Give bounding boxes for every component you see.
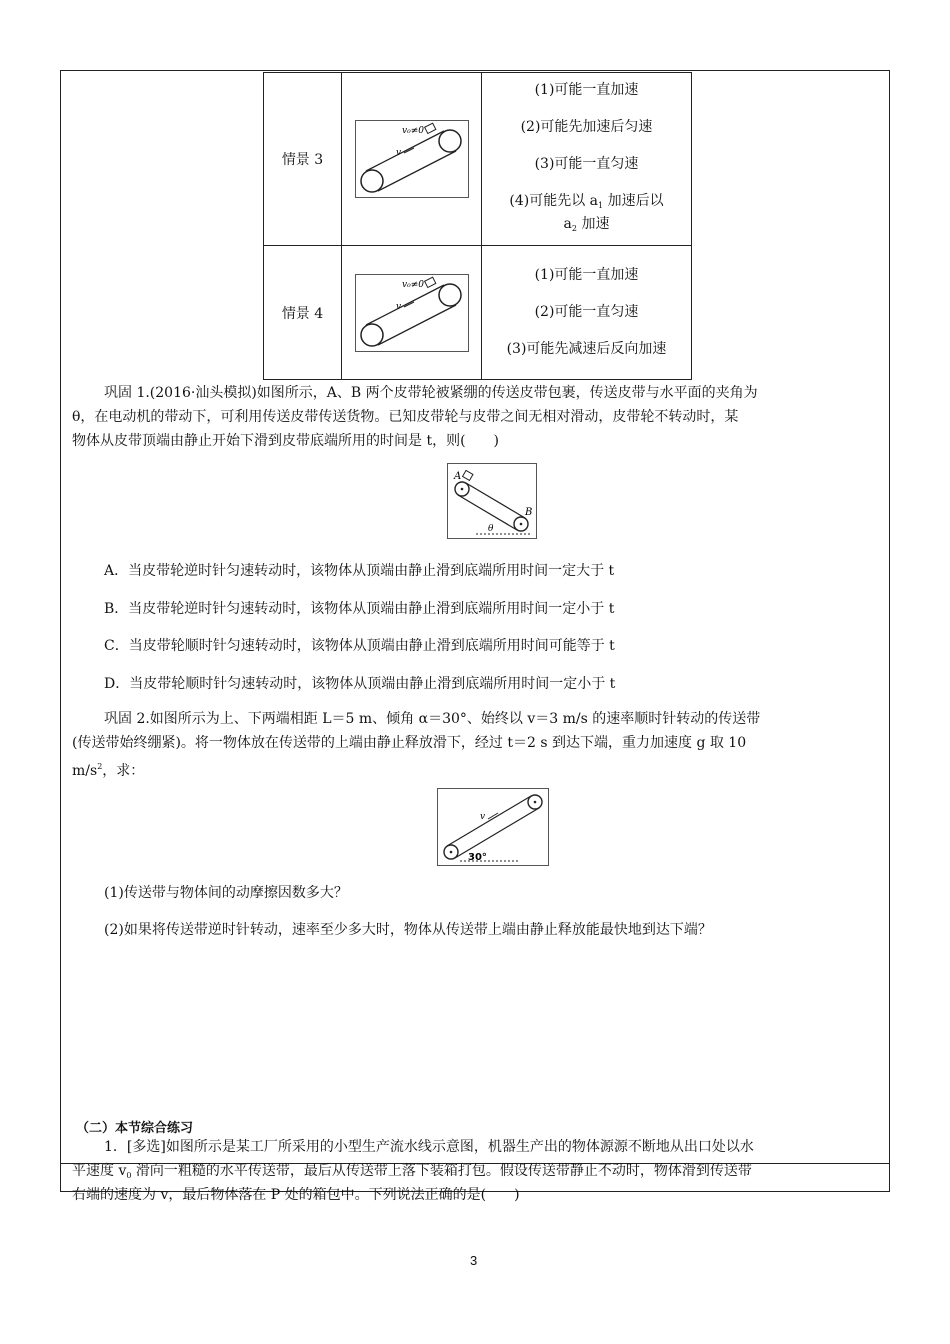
q2-conveyor-diagram xyxy=(437,788,549,866)
v-label: v xyxy=(395,301,401,312)
q2-line-3: $m/s^2$，求： xyxy=(72,762,145,779)
scenario-table xyxy=(263,72,692,380)
outcome-item: (1)可能一直加速 xyxy=(534,267,639,283)
scenario-3-outcomes xyxy=(482,73,692,246)
q2-sub-2: (2)如果将传送带逆时针转动，速率至少多大时，物体从传送带上端由静止释放能最快地到达下端？ xyxy=(104,922,712,938)
section-p1-line-2: 平速度 $v_0$ 滑向一粗糙的水平传送带，最后从传送带上落下装箱打包。假设传送带静止不动时，物体滑到传送带 xyxy=(72,1163,752,1180)
q2-angle-label: 30° xyxy=(468,852,487,863)
q2-line-1: 巩固 2.如图所示为上、下两端相距 L＝5 m、倾角 α＝30°、始终以 v＝3 m/s 的速率顺时针转动的传送带 xyxy=(104,711,761,727)
q1-line-3: 物体从皮带顶端由静止开始下滑到皮带底端所用的时间是 t，则( ) xyxy=(72,433,499,449)
outcome-item: (1)可能一直加速 xyxy=(534,81,639,98)
v0-label: v₀≠0 xyxy=(401,279,424,290)
scenario-4-label: 情景 4 xyxy=(264,246,342,380)
inclined-belt-diagram-4 xyxy=(355,274,469,352)
scenario-row-4 xyxy=(264,246,692,380)
v0-label: v₀≠0 xyxy=(401,126,424,136)
section-p1-line-1: 1．[多选]如图所示是某工厂所采用的小型生产流水线示意图，机器生产出的物体源源不断地从出口处以水 xyxy=(104,1139,754,1155)
outcome-item: (2)可能一直匀速 xyxy=(534,304,639,320)
scenario-4-figure-cell xyxy=(342,246,482,380)
outcome-item: (3)可能先减速后反向加速 xyxy=(506,341,667,357)
outcome-item: (3)可能一直匀速 xyxy=(534,155,639,172)
scenario-4-outcomes xyxy=(482,246,692,380)
inclined-belt-diagram-3 xyxy=(355,120,469,198)
q2-v-label: v xyxy=(480,812,486,822)
section-heading: （二）本节综合练习 xyxy=(76,1121,194,1136)
scenario-3-label: 情景 3 xyxy=(264,73,342,246)
scenario-3-figure-cell xyxy=(342,73,482,246)
option-d: D．当皮带轮顺时针匀速转动时，该物体从顶端由静止滑到底端所用时间一定小于 t xyxy=(104,676,616,692)
q2-sub-1: (1)传送带与物体间的动摩擦因数多大？ xyxy=(104,885,348,901)
option-b: B．当皮带轮逆时针匀速转动时，该物体从顶端由静止滑到底端所用时间一定小于 t xyxy=(104,601,615,617)
q2-line-2: (传送带始终绷紧)。将一物体放在传送带的上端由静止释放滑下，经过 t＝2 s 到达下端，重力加速度 g 取 10 xyxy=(72,735,747,751)
section-p1-line-3: 右端的速度为 v，最后物体落在 P 处的箱包中。下列说法正确的是( ) xyxy=(72,1187,520,1203)
q1-line-1: 巩固 1.(2016·汕头模拟)如图所示，A、B 两个皮带轮被紧绷的传送皮带包裹，传送皮带与水平面的夹角为 xyxy=(104,385,758,401)
option-c: C．当皮带轮顺时针匀速转动时，该物体从顶端由静止滑到底端所用时间可能等于 t xyxy=(104,638,615,654)
scenario-row-3 xyxy=(264,73,692,246)
page-number: 3 xyxy=(470,1253,478,1268)
outcome-item: (4)可能先以 $a_1$ 加速后以 $a_2$ 加速 xyxy=(509,192,664,233)
pulley-b-label: B xyxy=(525,507,533,518)
q1-line-2: θ，在电动机的带动下，可利用传送皮带传送货物。已知皮带轮与皮带之间无相对滑动，皮带轮不转动时，某 xyxy=(72,409,739,425)
angle-label: θ xyxy=(488,524,494,534)
pulley-a-label: A xyxy=(454,471,462,482)
v-label: v xyxy=(395,148,401,158)
q1-pulley-diagram xyxy=(447,463,537,539)
option-a: A．当皮带轮逆时针匀速转动时，该物体从顶端由静止滑到底端所用时间一定大于 t xyxy=(104,563,615,579)
outcome-item: (2)可能先加速后匀速 xyxy=(520,118,653,135)
